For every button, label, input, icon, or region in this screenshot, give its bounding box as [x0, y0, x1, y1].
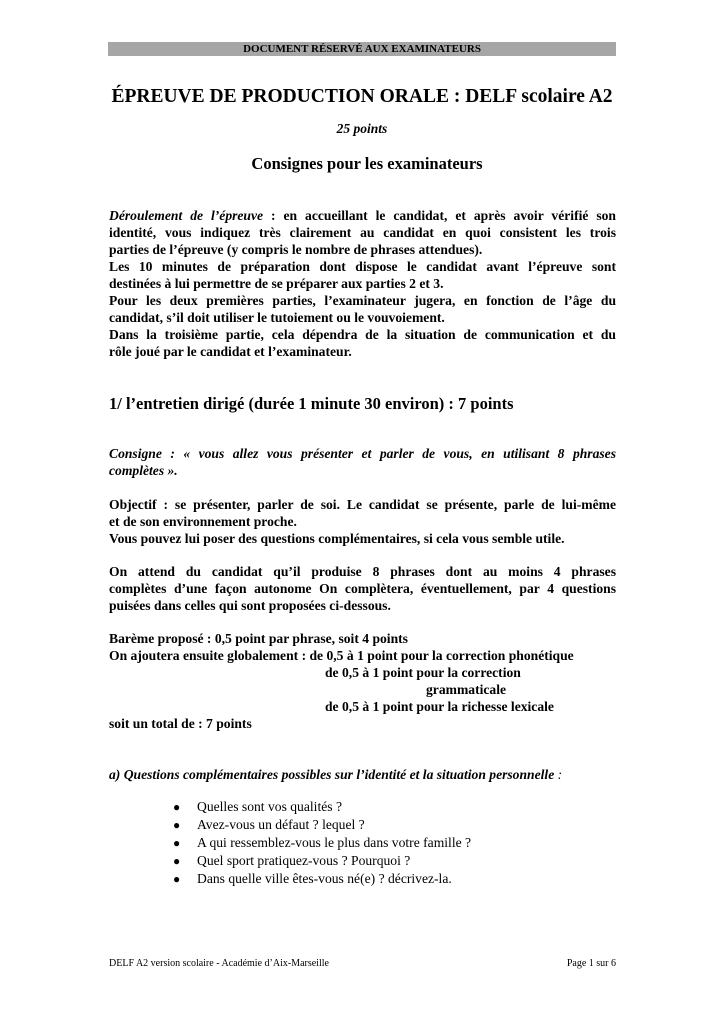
questions-heading-text: a) Questions complémentaires possibles sur l’identité et la situation personnelle	[109, 767, 555, 782]
deroulement-line: Pour les deux premières parties, l’examinateur jugera, en fonction de l’âge du	[109, 293, 616, 308]
footer-source: DELF A2 version scolaire - Académie d’Aix-Marseille	[109, 958, 329, 969]
objectif-paragraph	[109, 496, 616, 547]
bullet-icon: ●	[173, 800, 181, 814]
attente-line: On attend du candidat qu’il produise 8 phrases dont au moins 4 phrases	[109, 564, 616, 579]
deroulement-line: candidat, s’il doit utiliser le tutoiement ou le vouvoiement.	[109, 310, 445, 325]
deroulement-line: Dans la troisième partie, cela dépendra de la situation de communication et du	[109, 327, 616, 342]
list-item	[171, 852, 471, 870]
bullet-icon: ●	[173, 836, 181, 850]
attente-paragraph	[109, 563, 616, 614]
attente-line: complètes d’une façon autonome On complètera, éventuellement, par 4 questions	[109, 581, 616, 596]
section-heading-entretien: 1/ l’entretien dirigé (durée 1 minute 30 environ) : 7 points	[109, 394, 514, 413]
objectif-line: Vous pouvez lui poser des questions complémentaires, si cela vous semble utile.	[109, 531, 565, 546]
page-subtitle: Consignes pour les examinateurs	[251, 154, 483, 173]
consigne-paragraph	[109, 445, 616, 479]
objectif-line: Objectif : se présenter, parler de soi. Le candidat se présente, parle de lui-même	[109, 497, 616, 512]
bareme-total: soit un total de : 7 points	[109, 716, 252, 731]
deroulement-line: identité, vous indiquez très clairement au candidat en quoi consistent les trois	[109, 225, 616, 240]
bareme-line: de 0,5 à 1 point pour la richesse lexicale	[325, 699, 554, 714]
examiner-banner: DOCUMENT RÉSERVÉ AUX EXAMINATEURS	[108, 42, 616, 56]
bareme-line: grammaticale	[426, 682, 507, 697]
footer-page-number: Page 1 sur 6	[566, 958, 616, 969]
questions-list	[171, 798, 471, 888]
bullet-icon: ●	[173, 854, 181, 868]
total-points: 25 points	[336, 121, 388, 136]
consigne-line: complètes ».	[109, 463, 178, 478]
consigne-line: Consigne : « vous allez vous présenter et parler de vous, en utilisant 8 phrases	[109, 446, 616, 461]
questions-heading	[109, 766, 562, 783]
deroulement-line: Les 10 minutes de préparation dont dispose le candidat avant l’épreuve sont	[109, 259, 616, 274]
list-item	[171, 834, 471, 852]
bullet-icon: ●	[173, 818, 181, 832]
deroulement-line: parties de l’épreuve (y compris le nombre de phrases attendues).	[109, 242, 483, 257]
objectif-line: et de son environnement proche.	[109, 514, 297, 529]
list-item	[171, 870, 471, 888]
deroulement-label: Déroulement de l’épreuve	[109, 208, 264, 223]
question-text: Quelles sont vos qualités ?	[197, 799, 342, 814]
list-item	[171, 798, 471, 816]
questions-heading-colon: :	[554, 767, 563, 782]
bareme-line: Barème proposé : 0,5 point par phrase, soit 4 points	[109, 631, 408, 646]
deroulement-line: : en accueillant le candidat, et après avoir vérifié son	[263, 208, 616, 223]
attente-line: puisées dans celles qui sont proposées ci-dessous.	[109, 598, 391, 613]
question-text: Quel sport pratiquez-vous ? Pourquoi ?	[197, 853, 411, 868]
page-title: ÉPREUVE DE PRODUCTION ORALE : DELF scolaire A2	[111, 86, 613, 107]
question-text: Dans quelle ville êtes-vous né(e) ? décrivez-la.	[197, 871, 452, 886]
bareme-line: de 0,5 à 1 point pour la correction	[325, 665, 521, 680]
bareme-line: On ajoutera ensuite globalement : de 0,5 à 1 point pour la correction phonétique	[109, 648, 574, 663]
deroulement-paragraph	[109, 207, 616, 360]
bullet-icon: ●	[173, 872, 181, 886]
question-text: A qui ressemblez-vous le plus dans votre famille ?	[197, 835, 472, 850]
deroulement-line: rôle joué par le candidat et l’examinateur.	[109, 344, 352, 359]
question-text: Avez-vous un défaut ? lequel ?	[197, 817, 365, 832]
list-item	[171, 816, 471, 834]
deroulement-line: destinées à lui permettre de se préparer aux parties 2 et 3.	[109, 276, 444, 291]
